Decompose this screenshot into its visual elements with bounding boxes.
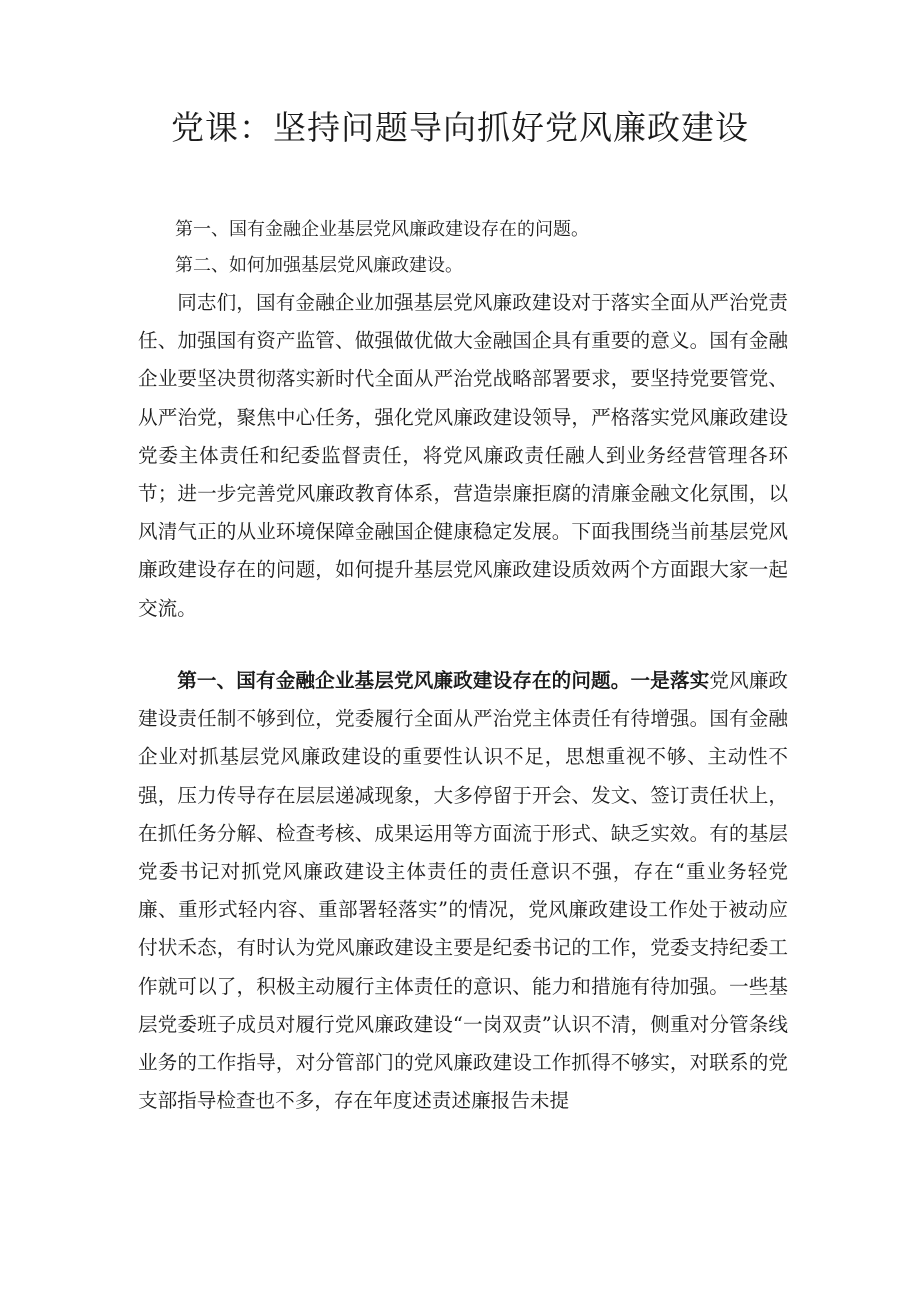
paragraph-text: 同志们，国有金融企业加强基层党风廉政建设对于落实全面从严治党责任、加强国有资产监管、做强做优做大金融国企具有重要的意义。国有金融企业要坚决贯彻落实新时代全面从严治党战略部署要求，要坚持党要管党、从严治党，聚焦中心任务，强化党风廉政建设领导，严格落实党风廉政建设党委主体责任和纪委监督责任，将党风廉政责任融人到业务经营管理各环节；进一步完善党风廉政教育体系，营造崇廉拒腐的清廉金融文化氛围，以风清气正的从业环境保障金融国企健康稳定发展。下面我围绕当前基层党风廉政建设存在的问题，如何提升基层党风廉政建设质效两个方面跟大家一起交流。 xyxy=(138,291,788,620)
body-paragraph-2 xyxy=(138,662,788,1120)
paragraph-lead-bold: 第一、国有金融企业基层党风廉政建设存在的问题。一是落实 xyxy=(177,669,710,692)
paragraph-text: 党风廉政建设责任制不够到位，党委履行全面从严治党主体责任有待增强。国有金融企业对抓基层党风廉政建设的重要性认识不足，思想重视不够、主动性不强，压力传导存在层层递减现象，大多停留于开会、发文、签订责任状上，在抓任务分解、检查考核、成果运用等方面流于形式、缺乏实效。有的基层党委书记对抓党风廉政建设主体责任的责任意识不强，存在“重业务轻党廉、重形式轻内容、重部署轻落实”的情况，党风廉政建设工作处于被动应付状禾态，有时认为党风廉政建设主要是纪委书记的工作，党委支持纪委工作就可以了，积极主动履行主体责任的意识、能力和措施有待加强。一些基层党委班子成员对履行党风廉政建设“一岗双责”认识不清，侧重对分管条线业务的工作指导，对分管部门的党风廉政建设工作抓得不够实，对联系的党支部指导检查也不多，存在年度述责述廉报告未提 xyxy=(138,669,789,1113)
body-paragraph-1 xyxy=(138,284,788,628)
outline-item-1: 第一、国有金融企业基层党风廉政建设存在的问题。 xyxy=(175,219,589,240)
outline-item-2: 第二、如何加强基层党风廉政建设。 xyxy=(175,255,463,276)
document-title: 党课：坚持问题导向抓好党风廉政建设 xyxy=(171,108,749,147)
